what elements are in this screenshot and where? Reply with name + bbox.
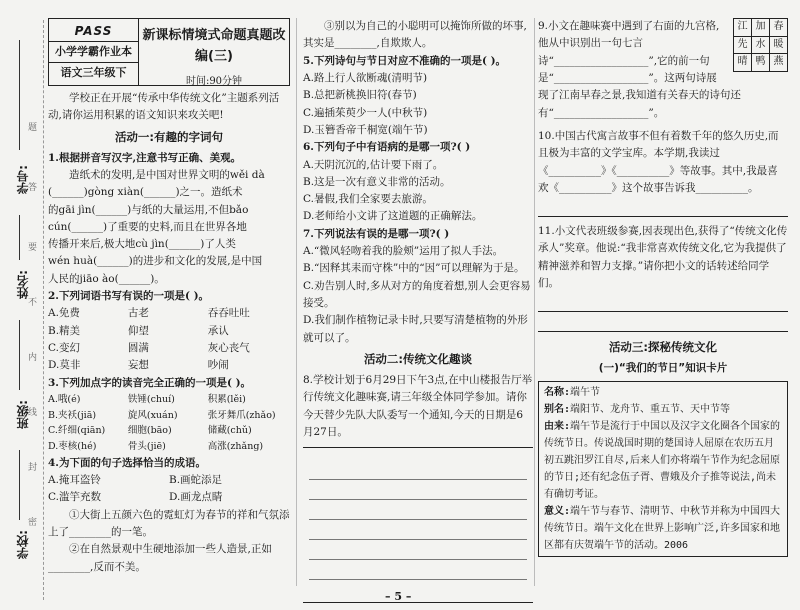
grid-cell: 晴 <box>734 54 752 72</box>
q3-option[interactable]: B.夹袄(jiā) <box>48 409 97 421</box>
q2-option: 仰望 <box>127 324 149 337</box>
q3-option: 骨头(jiē) <box>127 440 166 452</box>
answer-line[interactable] <box>538 199 788 217</box>
grid-cell: 加 <box>752 19 770 37</box>
q3-option[interactable]: C.纤细(qiān) <box>48 425 106 437</box>
q3-option: 细胞(bāo) <box>127 425 172 437</box>
brand-line1: 小学学霸作业本 <box>49 42 138 63</box>
seal-mark: 要 <box>28 243 38 253</box>
card-name-label: 名称: <box>544 386 571 398</box>
q1-line[interactable]: (______)gòng xiàn(______)之一。造纸术 <box>48 186 243 199</box>
q2-option: 承认 <box>207 324 229 337</box>
q4-sentence[interactable]: ②在自然景观中生硬地添加一些人造景,正如________,反而不美。 <box>48 543 272 573</box>
intro-text: 学校正在开展“传承中华传统文化”主题系列活动,请你运用积累的语文知识来攻关吧! <box>48 92 280 122</box>
q1-line[interactable]: 的gāi jìn(______)与纸的大量运用,不但bǎo <box>48 203 249 216</box>
activity3-title: 活动三:探秘传统文化 <box>608 340 718 355</box>
card-origin-label: 由来: <box>544 420 571 432</box>
q4-stem: 4.为下面的句子选择恰当的成语。 <box>48 456 206 469</box>
q2-options <box>48 305 290 374</box>
q6-option[interactable]: B.这是一次有意义非常的活动。 <box>303 175 451 188</box>
q7-option[interactable]: A.“微风轻吻着我的脸颊”运用了拟人手法。 <box>303 245 504 258</box>
activity2-title: 活动二:传统文化趣谈 <box>363 351 473 366</box>
q5-option[interactable]: B.总把新桃换旧符(春节) <box>303 89 417 102</box>
pass-logo: PASS <box>49 21 138 42</box>
knowledge-card <box>538 381 788 557</box>
q4-option[interactable]: C.滥竽充数 <box>48 491 101 504</box>
nine-grid <box>733 18 788 72</box>
q2-option[interactable]: C.变幻 <box>48 342 80 355</box>
q2-option: 古老 <box>127 307 149 320</box>
exam-time: 时间:90分钟 <box>185 75 243 87</box>
column-divider <box>534 18 535 586</box>
card-row-origin <box>544 418 782 503</box>
card-meaning-label: 意义: <box>544 505 571 517</box>
class-line <box>19 320 20 390</box>
q1-stem: 1.根据拼音写汉字,注意书写正确、美观。 <box>48 151 242 164</box>
seal-mark: 密 <box>28 518 38 528</box>
q2-option[interactable]: A.免费 <box>48 307 80 320</box>
activity1-title: 活动一:有趣的字词句 <box>114 129 224 144</box>
q3-option: 积累(lěi) <box>207 393 246 405</box>
seal-mark: 内 <box>28 353 38 363</box>
writing-line <box>309 480 527 500</box>
writing-line <box>309 540 527 560</box>
grid-cell: 鸭 <box>752 54 770 72</box>
q5-option[interactable]: D.玉簪香帝千桐宽(端午节) <box>303 123 428 136</box>
q2-option: 圆满 <box>127 342 149 355</box>
grid-cell: 江 <box>734 19 752 37</box>
card-alias-label: 别名: <box>544 403 571 415</box>
school-line <box>19 450 20 520</box>
answer-line[interactable] <box>538 294 788 312</box>
q3-option: 高涨(zhǎng) <box>207 440 264 452</box>
card-row-name <box>544 384 782 401</box>
q7-option[interactable]: D.我们制作植物记录卡时,只要写清楚植物的外形就可以了。 <box>303 314 528 344</box>
card-meaning: 端午节与春节、清明节、中秋节并称为中国四大传统节日。端午文化在世界上影响广泛,许多国家和地区都有庆贺端午节的活动。2006 <box>544 505 781 551</box>
column-left <box>48 18 290 576</box>
notice-writing-area[interactable] <box>303 447 533 603</box>
card-row-alias <box>544 401 782 418</box>
q1-line[interactable]: 传播开来后,极大地cù jìn(______)了人类 <box>48 238 236 251</box>
name-label: 姓名: <box>16 270 30 299</box>
q3-options <box>48 392 290 455</box>
q3-option: 张牙舞爪(zhǎo) <box>207 409 276 421</box>
card-row-meaning <box>544 503 782 554</box>
seal-mark: 线 <box>28 408 38 418</box>
seal-mark: 封 <box>28 463 38 473</box>
q3-option: 旋风(xuán) <box>127 409 178 421</box>
card-origin: 端午节是流行于中国以及汉字文化圈各个国家的传统节日。传说战国时期的楚国诗人屈原在农历五月初五跳汨罗江自尽,后来人们亦将端午节作为纪念屈原的节日;还有纪念伍子胥、曹娥及介子推等说法,尚未有确切考证。 <box>544 420 781 500</box>
q3-option: 储藏(chǔ) <box>207 425 252 437</box>
exam-title: 新课标情境式命题真题改编(三) <box>142 28 286 65</box>
column-divider <box>296 18 297 586</box>
q3-stem: 3.下列加点字的读音完全正确的一项是( )。 <box>48 376 252 389</box>
q7-option[interactable]: C.劝告别人时,多从对方的角度着想,别人会更容易接受。 <box>303 279 531 309</box>
class-label: 班级: <box>16 400 30 429</box>
q6-option[interactable]: A.天阴沉沉的,估计要下雨了。 <box>303 158 444 171</box>
brand-line2: 语文三年级下 <box>60 66 127 79</box>
q1-line[interactable]: 造纸术的发明,是中国对世界文明的wěi dà <box>69 168 265 181</box>
writing-line <box>309 460 527 480</box>
q2-stem: 2.下列词语书写有误的一项是( )。 <box>48 290 210 303</box>
q1-line[interactable]: 人民的jiāo ào(______)。 <box>48 272 165 285</box>
grid-cell: 先 <box>734 36 752 54</box>
q8-stem: 8.学校计划于6月29日下午3点,在中山楼报告厅举行传统文化趣味赛,请三年级全体同学参加。请你今天替少先队大队委写一个通知,今天的日期是6月27日。 <box>303 373 533 438</box>
answer-line[interactable] <box>538 314 788 332</box>
writing-line <box>309 500 527 520</box>
grid-cell: 春 <box>770 19 788 37</box>
grid-cell: 暖 <box>770 36 788 54</box>
seal-mark: 不 <box>28 298 38 308</box>
q5-stem: 5.下列诗句与节日对应不准确的一项是( )。 <box>303 54 507 67</box>
q3-option[interactable]: A.哦(é) <box>48 393 81 405</box>
student-id-label: 学号: <box>16 165 30 194</box>
school-label: 学校: <box>16 530 30 559</box>
q7-option[interactable]: B.“因释其耒而守株”中的“因”可以理解为于是。 <box>303 262 525 275</box>
exam-header <box>48 18 290 86</box>
student-id-line <box>19 40 20 150</box>
column-middle <box>303 18 533 603</box>
q2-option[interactable]: B.精美 <box>48 324 81 337</box>
q4-options <box>48 472 290 507</box>
q4-option[interactable]: B.画蛇添足 <box>169 473 223 486</box>
name-line <box>19 215 20 260</box>
q9-stem[interactable]: 9.小文在趣味赛中遇到了右面的九宫格,他从中识别出一句七言诗“__________________”,它的前一句是“__________________”。这两句诗展现了江南早春之景,我知道有关春天的诗句还有“__________________”。 <box>538 20 741 119</box>
q3-option: 铁锤(chuí) <box>127 393 175 405</box>
writing-line <box>309 560 527 580</box>
q4-sentence[interactable]: ①大街上五颜六色的霓虹灯为春节的祥和气氛添上了________的一笔。 <box>48 508 290 538</box>
q3-option[interactable]: D.枣核(hé) <box>48 440 97 452</box>
q2-option: 灰心丧气 <box>207 342 250 355</box>
q6-option[interactable]: D.老师给小文讲了这道题的正确解法。 <box>303 210 483 223</box>
q2-option[interactable]: D.莫非 <box>48 359 81 372</box>
q2-option: 吞吞吐吐 <box>207 307 250 320</box>
q4-option[interactable]: A.掩耳盗铃 <box>48 473 101 486</box>
seal-mark: 答 <box>28 183 38 193</box>
q4-option[interactable]: D.画龙点睛 <box>169 491 223 504</box>
seal-mark: 题 <box>28 123 38 133</box>
q10-stem[interactable]: 10.中国古代寓言故事不但有着数千年的悠久历史,而且极为丰富的文学宝库。本学期,我读过《__________》《__________》等故事。其中,我最喜欢《__________》这个故事告诉我__________。 <box>538 129 779 194</box>
page-number: – 5 – <box>385 590 412 603</box>
card-subtitle: (一)“我们的节日”知识卡片 <box>598 362 728 375</box>
q4-sentence[interactable]: ③别以为自己的小聪明可以掩饰所做的坏事,其实是________,自欺欺人。 <box>303 20 527 50</box>
writing-line <box>309 520 527 540</box>
q7-stem: 7.下列说法有误的是哪一项?( ) <box>303 227 450 240</box>
card-name: 端午节 <box>570 386 601 398</box>
column-right <box>538 18 788 557</box>
q11-stem: 11.小文代表班级参赛,因表现出色,获得了“传统文化传承人”奖章。他说:“我非常喜欢传统文化,它为我提供了精神滋养和智力支撑。”请你把小文的话转述给同学们。 <box>538 225 788 290</box>
q6-stem: 6.下列句子中有语病的是哪一项?( ) <box>303 141 471 154</box>
q5-option[interactable]: A.路上行人欲断魂(清明节) <box>303 71 428 84</box>
grid-cell: 燕 <box>770 54 788 72</box>
q5-option[interactable]: C.遍插茱萸少一人(中秋节) <box>303 106 428 119</box>
q6-option[interactable]: C.暑假,我们全家要去旅游。 <box>303 193 433 206</box>
grid-cell: 水 <box>752 36 770 54</box>
q1-line[interactable]: wén huà(______)的进步和文化的发展,是中国 <box>48 255 263 268</box>
q2-option: 妄想 <box>127 359 149 372</box>
binding-margin <box>0 20 44 600</box>
title-area <box>139 19 289 85</box>
q1-line[interactable]: cún(______)了重要的史料,而且在世界各地 <box>48 220 247 233</box>
brand-block <box>49 19 139 85</box>
card-alias: 端阳节、龙舟节、重五节、天中节等 <box>570 403 731 415</box>
q2-option: 吵闹 <box>207 359 229 372</box>
